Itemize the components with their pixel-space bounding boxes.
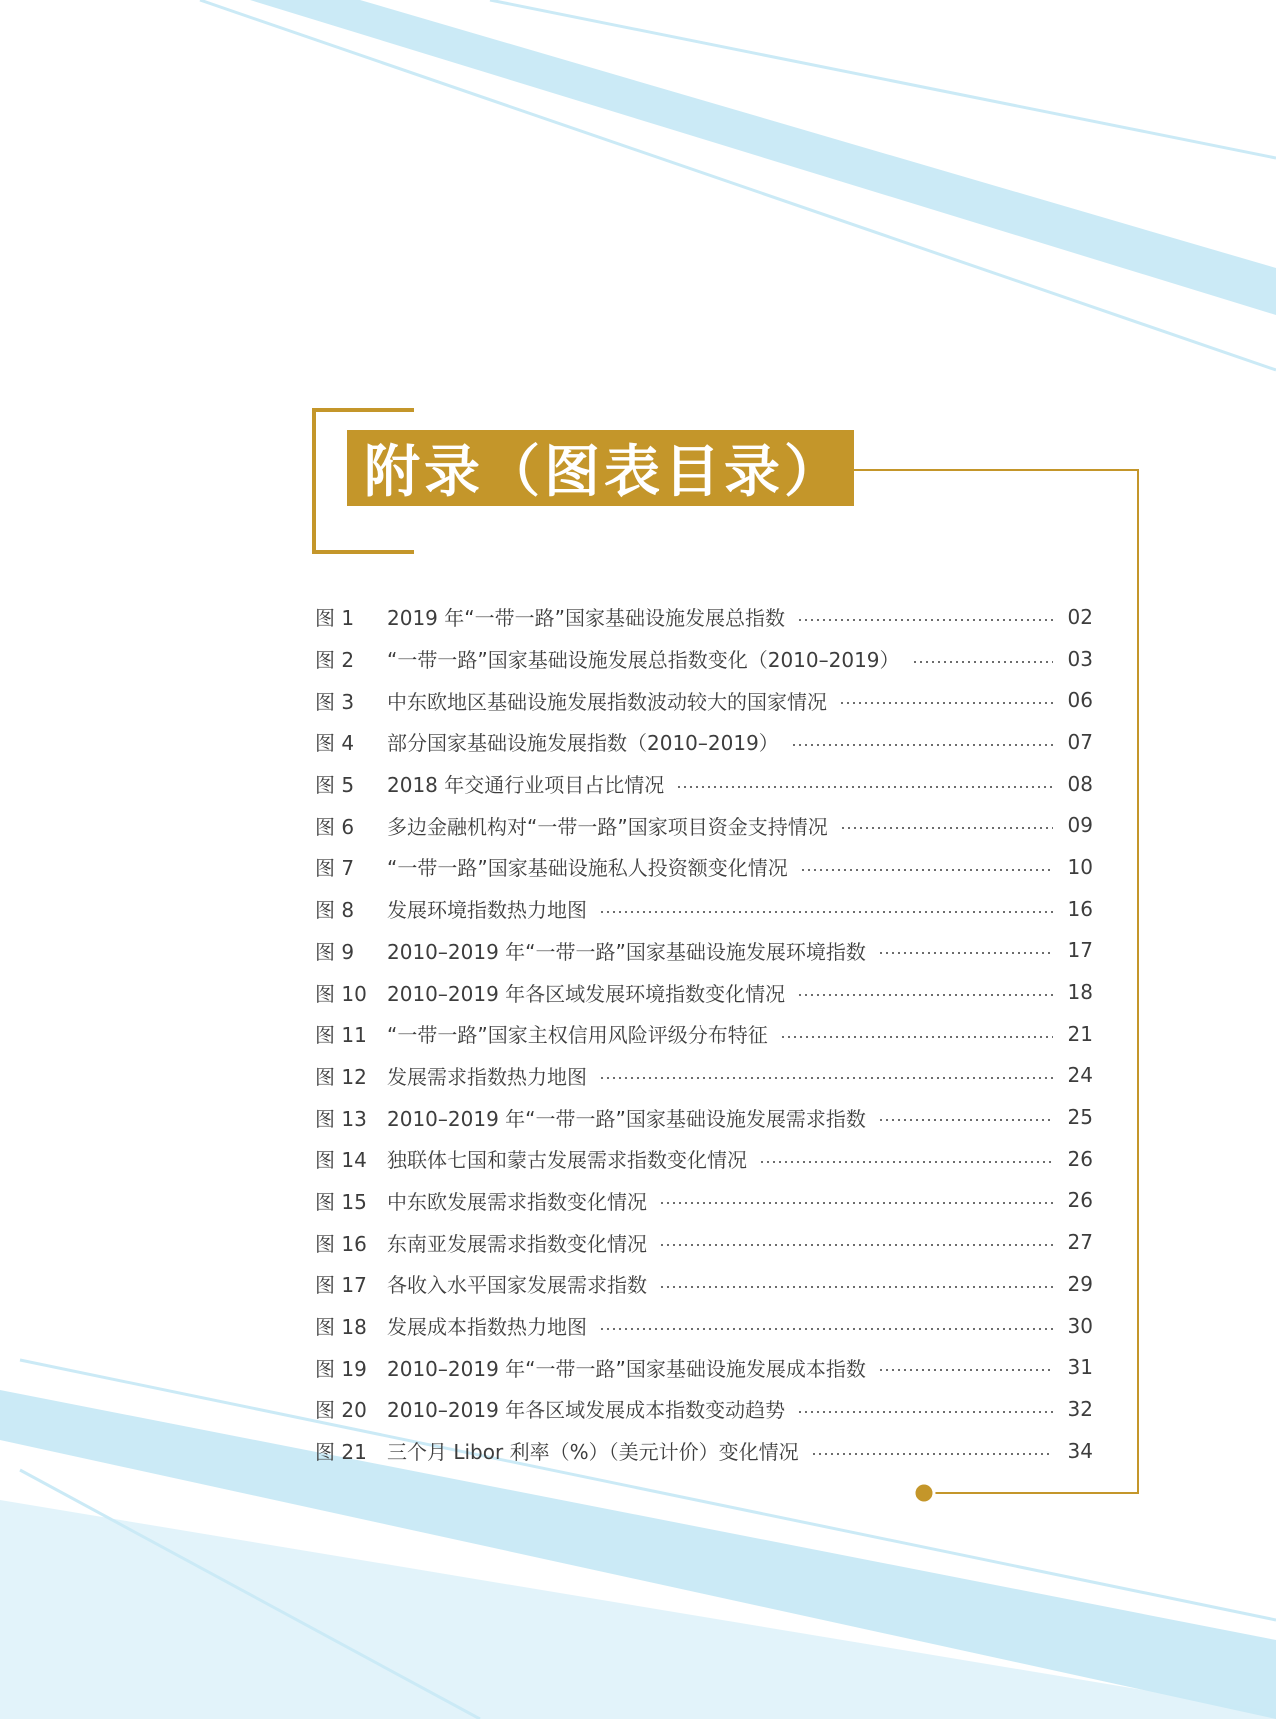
dot-leader <box>676 786 1053 788</box>
dot-leader <box>599 1328 1053 1330</box>
figure-title: 2018 年交通行业项目占比情况 <box>387 773 665 798</box>
figure-title: 中东欧发展需求指数变化情况 <box>387 1189 647 1214</box>
figure-title: 三个月 Libor 利率（%）（美元计价）变化情况 <box>387 1440 799 1465</box>
page-number: 26 <box>1067 1188 1093 1213</box>
figure-title: 2010–2019 年“一带一路”国家基础设施发展需求指数 <box>387 1106 866 1131</box>
figure-number: 图 11 <box>315 1023 367 1048</box>
figure-title: “一带一路”国家基础设施私人投资额变化情况 <box>387 856 788 881</box>
dot-leader <box>599 911 1053 913</box>
dot-leader <box>797 619 1053 621</box>
figure-title: 东南亚发展需求指数变化情况 <box>387 1231 647 1256</box>
page-title: 附录（图表目录） <box>364 440 844 505</box>
dot-leader <box>780 1036 1053 1038</box>
page-number: 07 <box>1067 729 1093 754</box>
figure-number: 图 20 <box>315 1398 367 1423</box>
dot-leader <box>878 1119 1053 1121</box>
list-item[interactable] <box>315 1263 1093 1305</box>
page-number: 26 <box>1067 1146 1093 1171</box>
list-item[interactable] <box>315 846 1093 888</box>
figure-number: 图 6 <box>315 814 355 839</box>
title-banner-box <box>347 430 854 506</box>
list-item[interactable] <box>315 721 1093 763</box>
page-number: 25 <box>1067 1105 1093 1130</box>
list-item[interactable] <box>315 930 1093 972</box>
dot-leader <box>659 1286 1053 1288</box>
figure-list <box>315 596 1093 1471</box>
page-number: 34 <box>1067 1438 1093 1463</box>
list-item[interactable] <box>315 971 1093 1013</box>
figure-number: 图 5 <box>315 773 355 798</box>
figure-title: “一带一路”国家主权信用风险评级分布特征 <box>387 1023 768 1048</box>
dot-leader <box>840 827 1053 829</box>
list-item[interactable] <box>315 1221 1093 1263</box>
page-number: 08 <box>1067 771 1093 796</box>
page-number: 31 <box>1067 1355 1093 1380</box>
figure-number: 图 12 <box>315 1064 367 1089</box>
page-number: 09 <box>1067 813 1093 838</box>
dot-leader <box>800 869 1053 871</box>
page-number: 24 <box>1067 1063 1093 1088</box>
list-item[interactable] <box>315 1180 1093 1222</box>
list-item[interactable] <box>315 1138 1093 1180</box>
figure-title: 2019 年“一带一路”国家基础设施发展总指数 <box>387 606 785 631</box>
figure-title: 2010–2019 年各区域发展环境指数变化情况 <box>387 981 786 1006</box>
list-item[interactable] <box>315 804 1093 846</box>
figure-number: 图 18 <box>315 1315 367 1340</box>
list-item[interactable] <box>315 1388 1093 1430</box>
figure-title: 2010–2019 年各区域发展成本指数变动趋势 <box>387 1398 786 1423</box>
list-item[interactable] <box>315 1096 1093 1138</box>
figure-number: 图 14 <box>315 1148 367 1173</box>
page-number: 29 <box>1067 1271 1093 1296</box>
figure-number: 图 9 <box>315 939 355 964</box>
figure-title: 发展成本指数热力地图 <box>387 1315 587 1340</box>
figure-number: 图 4 <box>315 731 355 756</box>
list-item[interactable] <box>315 638 1093 680</box>
dot-leader <box>759 1161 1053 1163</box>
page-number: 02 <box>1067 604 1093 629</box>
list-item[interactable] <box>315 596 1093 638</box>
dot-leader <box>791 744 1053 746</box>
frame-end-dot <box>914 1483 934 1503</box>
dot-leader <box>839 702 1053 704</box>
figure-number: 图 16 <box>315 1231 367 1256</box>
page-number: 30 <box>1067 1313 1093 1338</box>
page-number: 06 <box>1067 688 1093 713</box>
list-item[interactable] <box>315 1346 1093 1388</box>
figure-number: 图 19 <box>315 1356 367 1381</box>
page-number: 03 <box>1067 646 1093 671</box>
figure-title: 发展环境指数热力地图 <box>387 898 587 923</box>
dot-leader <box>797 1411 1053 1413</box>
figure-title: 中东欧地区基础设施发展指数波动较大的国家情况 <box>387 689 827 714</box>
top-stripe-line <box>200 0 1276 370</box>
figure-number: 图 2 <box>315 648 355 673</box>
figure-number: 图 8 <box>315 898 355 923</box>
dot-leader <box>878 952 1053 954</box>
dot-leader <box>599 1077 1053 1079</box>
list-item[interactable] <box>315 888 1093 930</box>
dot-leader <box>659 1244 1053 1246</box>
figure-number: 图 21 <box>315 1440 367 1465</box>
figure-title: 多边金融机构对“一带一路”国家项目资金支持情况 <box>387 814 828 839</box>
list-item[interactable] <box>315 1013 1093 1055</box>
figure-number: 图 3 <box>315 689 355 714</box>
figure-number: 图 17 <box>315 1273 367 1298</box>
list-item[interactable] <box>315 679 1093 721</box>
list-item[interactable] <box>315 1305 1093 1347</box>
figure-title: 部分国家基础设施发展指数（2010–2019） <box>387 731 779 756</box>
page-number: 21 <box>1067 1021 1093 1046</box>
list-item[interactable] <box>315 1430 1093 1472</box>
figure-title: 2010–2019 年“一带一路”国家基础设施发展环境指数 <box>387 939 866 964</box>
figure-number: 图 7 <box>315 856 355 881</box>
figure-number: 图 13 <box>315 1106 367 1131</box>
dot-leader <box>878 1369 1053 1371</box>
dot-leader <box>797 994 1053 996</box>
figure-number: 图 1 <box>315 606 355 631</box>
page-number: 10 <box>1067 854 1093 879</box>
page-number: 16 <box>1067 896 1093 921</box>
top-stripe-band <box>250 0 1276 315</box>
list-item[interactable] <box>315 1055 1093 1097</box>
page-number: 18 <box>1067 980 1093 1005</box>
list-item[interactable] <box>315 763 1093 805</box>
dot-leader <box>912 661 1053 663</box>
page-number: 32 <box>1067 1396 1093 1421</box>
figure-title: 发展需求指数热力地图 <box>387 1064 587 1089</box>
figure-title: 独联体七国和蒙古发展需求指数变化情况 <box>387 1148 747 1173</box>
figure-title: 各收入水平国家发展需求指数 <box>387 1273 647 1298</box>
page-number: 17 <box>1067 938 1093 963</box>
figure-title: 2010–2019 年“一带一路”国家基础设施发展成本指数 <box>387 1356 866 1381</box>
figure-title: “一带一路”国家基础设施发展总指数变化（2010–2019） <box>387 648 900 673</box>
dot-leader <box>659 1202 1053 1204</box>
figure-number: 图 15 <box>315 1189 367 1214</box>
page-number: 27 <box>1067 1230 1093 1255</box>
figure-number: 图 10 <box>315 981 367 1006</box>
dot-leader <box>811 1453 1053 1455</box>
